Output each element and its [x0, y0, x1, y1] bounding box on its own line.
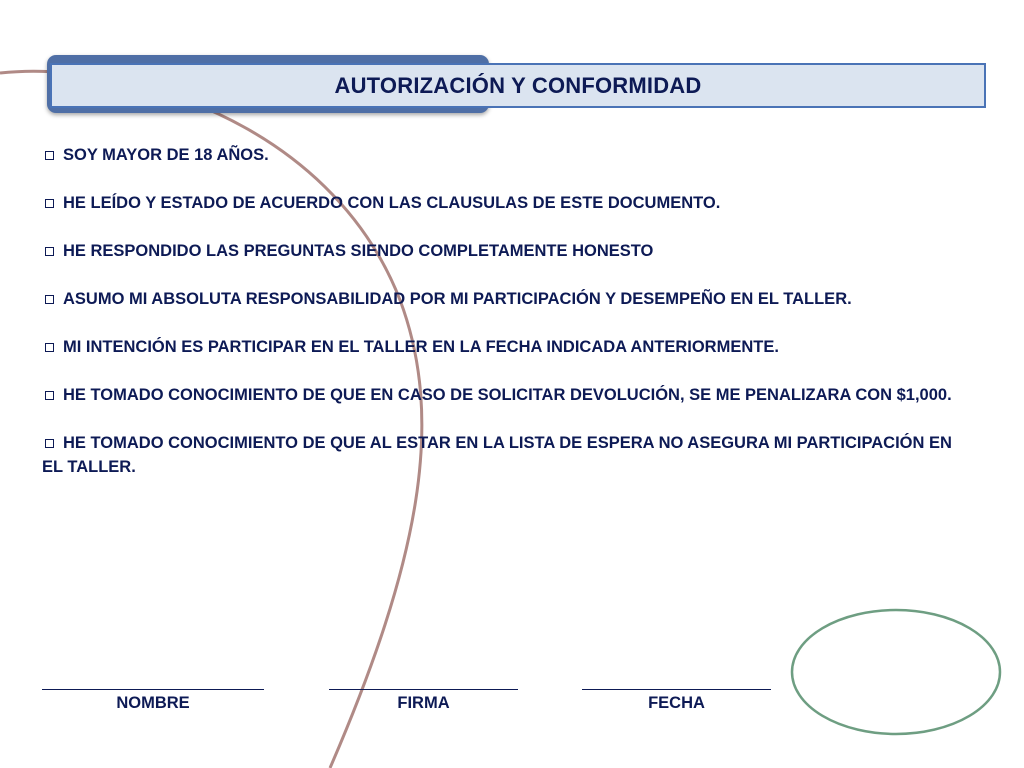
name-line[interactable]: [42, 677, 264, 690]
signature-line[interactable]: [329, 677, 518, 690]
title-bar: [50, 63, 986, 108]
date-label: FECHA: [648, 694, 705, 712]
date-signature-block: [582, 677, 771, 713]
signature-label: FIRMA: [397, 694, 450, 712]
checklist-item: [42, 431, 977, 479]
checklist-item: [42, 335, 977, 359]
checklist-item: [42, 383, 977, 407]
checkbox-icon[interactable]: [45, 247, 54, 256]
checklist-item-text: HE RESPONDIDO LAS PREGUNTAS SIENDO COMPLETAMENTE HONESTO: [63, 242, 654, 260]
conformity-checklist: [42, 143, 977, 503]
checkbox-icon[interactable]: [45, 295, 54, 304]
checklist-item: [42, 191, 977, 215]
checkbox-icon[interactable]: [45, 439, 54, 448]
checklist-item: [42, 143, 977, 167]
page-title: AUTORIZACIÓN Y CONFORMIDAD: [334, 72, 702, 98]
name-signature-block: [42, 677, 264, 713]
checklist-item: [42, 239, 977, 263]
name-label: NOMBRE: [116, 694, 190, 712]
checklist-item-text: HE TOMADO CONOCIMIENTO DE QUE AL ESTAR EN LA LISTA DE ESPERA NO ASEGURA MI PARTICIPACIÓN EN EL TALLER.: [42, 434, 952, 476]
checklist-item-text: HE TOMADO CONOCIMIENTO DE QUE EN CASO DE SOLICITAR DEVOLUCIÓN, SE ME PENALIZARA CON $1,000.: [63, 386, 952, 404]
decorative-ellipse: [792, 610, 1000, 734]
checkbox-icon[interactable]: [45, 151, 54, 160]
checklist-item-text: SOY MAYOR DE 18 AÑOS.: [63, 146, 269, 164]
checkbox-icon[interactable]: [45, 343, 54, 352]
checkbox-icon[interactable]: [45, 199, 54, 208]
checklist-item-text: MI INTENCIÓN ES PARTICIPAR EN EL TALLER EN LA FECHA INDICADA ANTERIORMENTE.: [63, 338, 779, 356]
signature-signature-block: [329, 677, 518, 713]
checklist-item-text: HE LEÍDO Y ESTADO DE ACUERDO CON LAS CLAUSULAS DE ESTE DOCUMENTO.: [63, 194, 721, 212]
date-line[interactable]: [582, 677, 771, 690]
checklist-item-text: ASUMO MI ABSOLUTA RESPONSABILIDAD POR MI PARTICIPACIÓN Y DESEMPEÑO EN EL TALLER.: [63, 290, 852, 308]
checkbox-icon[interactable]: [45, 391, 54, 400]
checklist-item: [42, 287, 977, 311]
